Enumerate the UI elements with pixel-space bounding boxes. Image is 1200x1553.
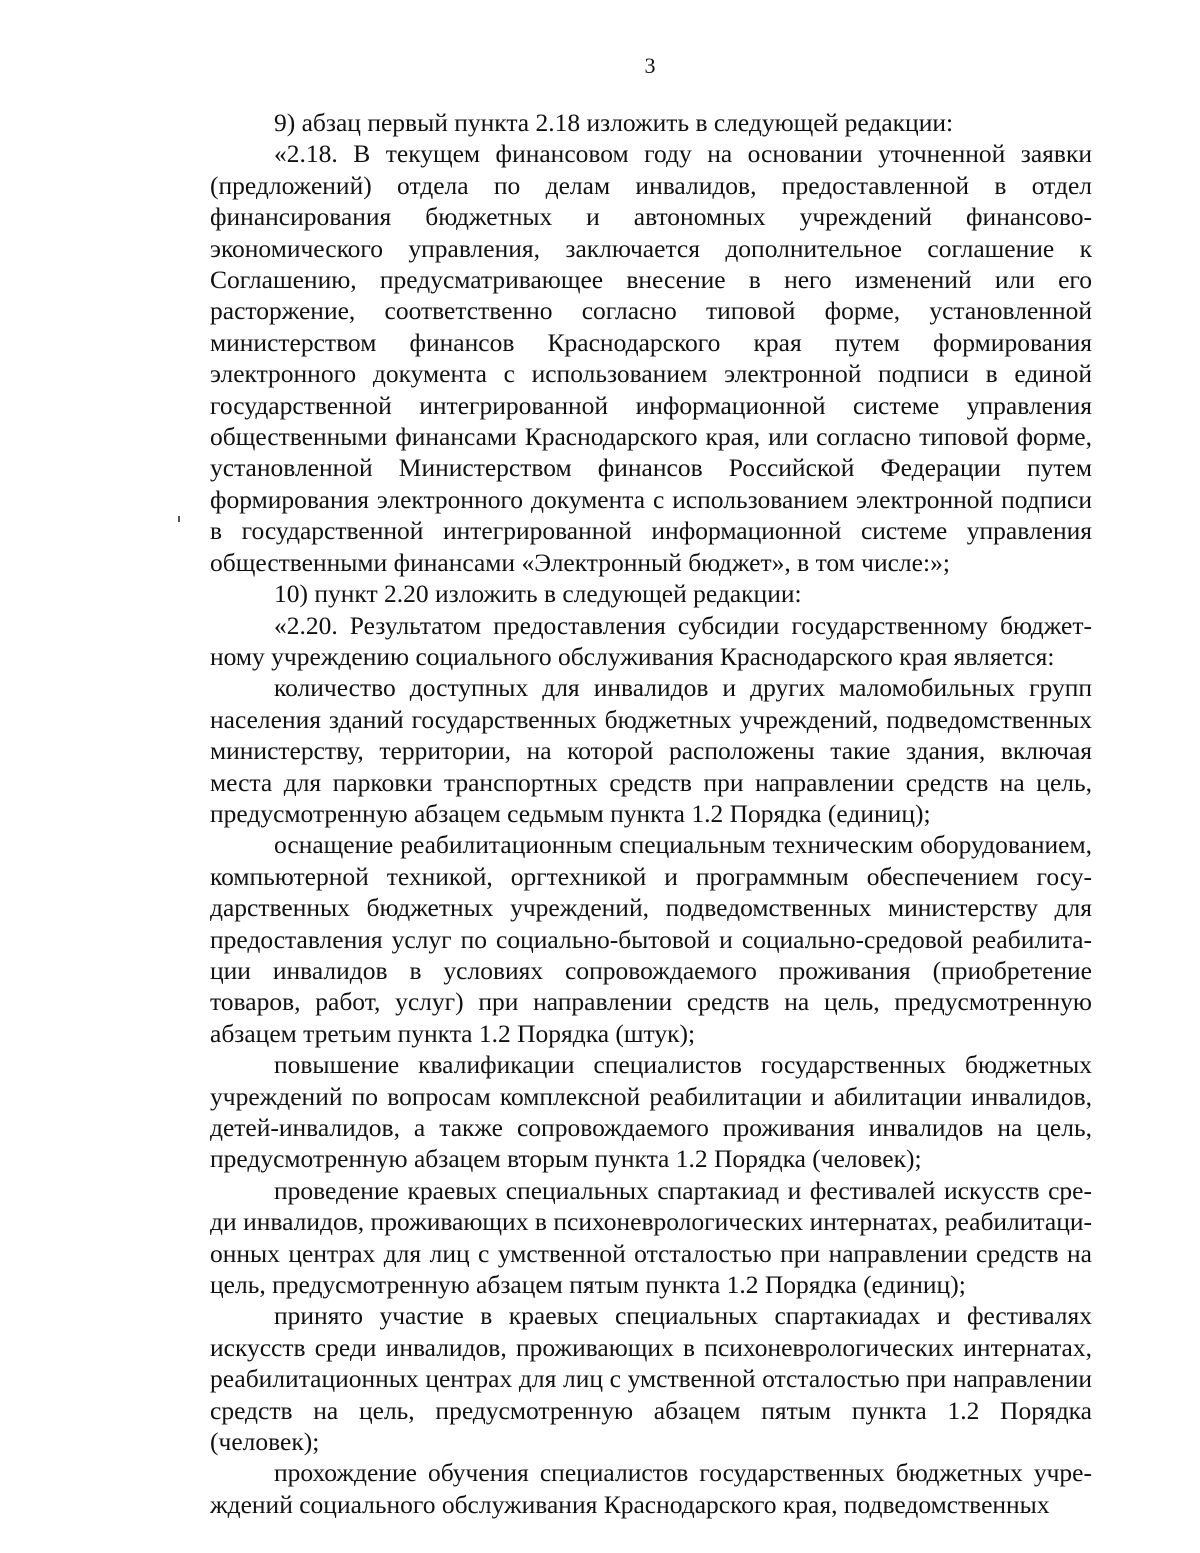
document-body — [210, 107, 1092, 1520]
paragraph-result-accessible-buildings: количество доступных для инвалидов и других маломобильных групп населения зданий государственных бюджетных учреждений, подведомственных министерству, территории, на которой расположены такие здания, включая места для парковки транспортных средств при направлении средств на цель, предусмотренную абзацем седьмым пункта 1.2 Порядка (единиц); — [210, 673, 1092, 828]
paragraph-result-qualification: повышение квалификации специалистов государственных бюджетных учреждений по вопросам комплексной реабилитации и абилитации инвалидов, детей-инвалидов, а также сопровождаемого проживания инвалидов на цель, предусмотренную абзацем вторым пункта 1.2 Порядка (человек); — [210, 1050, 1092, 1174]
scan-speck — [178, 516, 180, 522]
paragraph-result-equipment: оснащение реабилитационным специальным техническим оборудованием, компьютерной техникой, оргтехникой и программным обеспечением государственных бюджетных учреждений, подведомственных министерству для предоставления услуг по социально-бытовой и социально-средовой реабилитации инвалидов в условиях сопровождаемого проживания (приобретение товаров, работ, услуг) при направлении средств на цель, предусмотренную абзацем третьим пункта 1.2 Порядка (штук); — [210, 830, 1092, 1048]
paragraph-item-10-heading: 10) пункт 2.20 изложить в следующей редакции: — [274, 579, 802, 609]
paragraph-result-spartakiads: проведение краевых специальных спартакиад и фестивалей искусств среди инвалидов, проживающих в психоневрологических интернатах, реабилитационных центрах для лиц с умственной отсталостью при направлении средств на цель, предусмотренную абзацем пятым пункта 1.2 Порядка (единиц); — [210, 1175, 1092, 1300]
paragraph-clause-2-18: «2.18. В текущем финансовом году на основании уточненной заявки (предложений) отдела по делам инвалидов, предоставленной в отдел финансирования бюджетных и автономных учреждений финансово-экономического управления, заключается дополнительное соглашение к Соглашению, предусматривающее внесение в него изменений или его расторжение, соответственно согласно типовой форме, установленной министерством финансов Краснодарского края путем формирования электронного документа с использованием электронной подписи в единой государственной интегрированной информационной системе управления общественными финансами Краснодарского края, или согласно типовой форме, установленной Министерством финансов Российской Федерации путем формирования электронного документа с использованием электронной подписи в государственной интегрированной информационной системе управления общественными финансами «Электронный бюджет», в том числе:»; — [210, 139, 1092, 577]
paragraph-clause-2-20: «2.20. Результатом предоставления субсидии государственному бюджетному учреждению социального обслуживания Краснодарского края является: — [210, 610, 1092, 671]
page-number: 3 — [644, 53, 656, 78]
paragraph-result-training: прохождение обучения специалистов государственных бюджетных учреждений социального обслуживания Краснодарского края, подведомственных — [210, 1458, 1092, 1519]
paragraph-item-9-heading: 9) абзац первый пункта 2.18 изложить в следующей редакции: — [274, 108, 954, 137]
paragraph-result-participation: принято участие в краевых специальных спартакиадах и фестивалях искусств среди инвалидов, проживающих в психоневрологических интернатах, реабилитационных центрах для лиц с умственной отсталостью при направлении средств на цель, предусмотренную абзацем пятым пункта 1.2 Порядка (человек); — [210, 1301, 1092, 1457]
